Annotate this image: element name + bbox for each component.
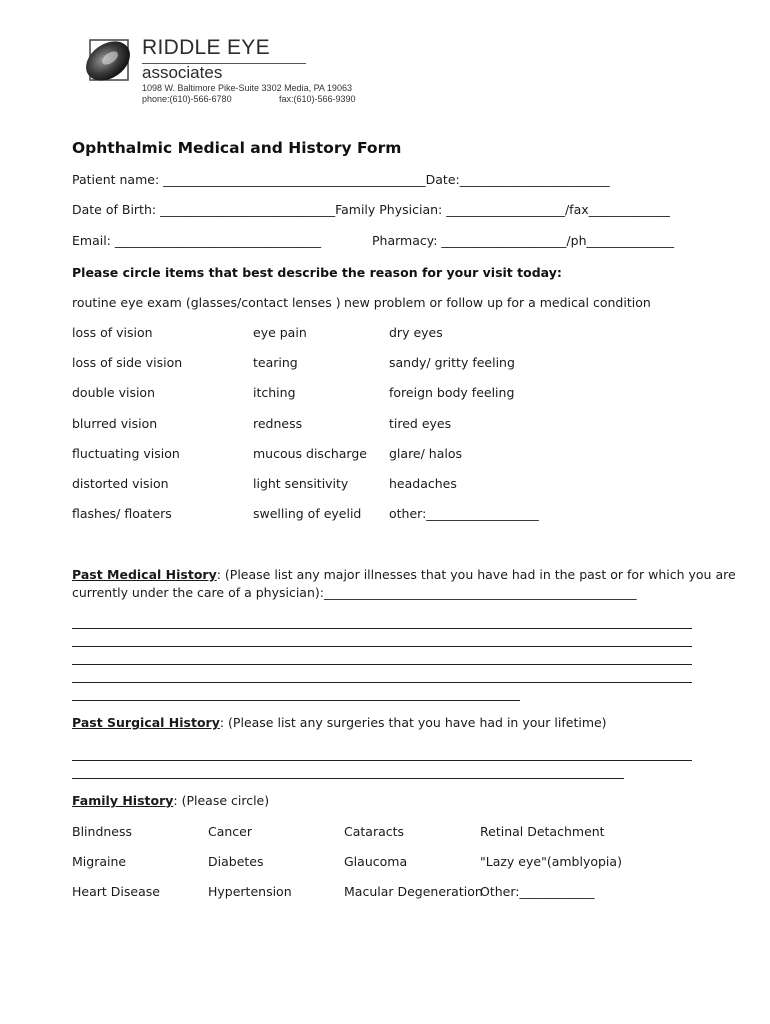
pmh-label: Past Medical History <box>72 567 217 582</box>
family-option[interactable]: Blindness <box>72 824 133 839</box>
psh-label: Past Surgical History <box>72 715 220 730</box>
symptom-option[interactable]: tired eyes <box>389 416 452 431</box>
phone: phone:(610)-566-6780 <box>142 94 232 104</box>
pmh-answer-line[interactable] <box>72 682 692 683</box>
dob-physician-field[interactable]: Date of Birth: ____________________________Family Physician: ___________________/fax_____________ <box>72 202 670 217</box>
symptom-option[interactable]: glare/ halos <box>389 446 463 461</box>
symptom-option[interactable]: light sensitivity <box>253 476 349 491</box>
eye-logo-icon <box>80 36 138 86</box>
symptom-option[interactable]: dry eyes <box>389 325 443 340</box>
pmh-instructions: : (Please list any major illnesses that you have had in the past or for which you are <box>216 567 736 582</box>
family-option[interactable]: Retinal Detachment <box>480 824 605 839</box>
family-option[interactable]: Glaucoma <box>344 854 408 869</box>
symptom-option[interactable]: headaches <box>389 476 457 491</box>
email-field[interactable]: Email: _________________________________ <box>72 233 322 248</box>
symptom-option[interactable]: mucous discharge <box>253 446 367 461</box>
symptom-option[interactable]: distorted vision <box>72 476 169 491</box>
psh-answer-line[interactable] <box>72 760 692 761</box>
family-option[interactable]: "Lazy eye"(amblyopia) <box>480 854 622 869</box>
symptom-option[interactable]: tearing <box>253 355 298 370</box>
family-option[interactable]: Cataracts <box>344 824 405 839</box>
reason-heading: Please circle items that best describe the reason for your visit today: <box>72 265 562 280</box>
symptom-option[interactable]: swelling of eyelid <box>253 506 362 521</box>
symptom-option[interactable]: itching <box>253 385 296 400</box>
family-option[interactable]: Heart Disease <box>72 884 160 899</box>
family-option[interactable]: Hypertension <box>208 884 292 899</box>
pmh-field-line1[interactable]: currently under the care of a physician):__________________________________________________ <box>72 585 637 600</box>
symptom-option[interactable]: flashes/ floaters <box>72 506 172 521</box>
symptom-option[interactable]: loss of side vision <box>72 355 183 370</box>
symptom-option[interactable]: foreign body feeling <box>389 385 515 400</box>
brand-name: RIDDLE EYE <box>142 36 270 59</box>
patient-name-field[interactable]: Patient name: __________________________________________Date:________________________ <box>72 172 610 187</box>
letterhead <box>80 36 370 111</box>
psh-answer-line[interactable] <box>72 778 624 779</box>
symptom-option[interactable]: double vision <box>72 385 156 400</box>
option-routine[interactable]: routine eye exam (glasses/contact lenses ) <box>72 295 341 310</box>
pmh-answer-line[interactable] <box>72 646 692 647</box>
pmh-answer-line[interactable] <box>72 628 692 629</box>
symptom-option[interactable]: redness <box>253 416 303 431</box>
family-option[interactable]: Macular Degeneration <box>344 884 483 899</box>
pmh-heading <box>72 567 736 582</box>
fh-instructions: : (Please circle) <box>173 793 270 808</box>
symptom-option[interactable]: eye pain <box>253 325 307 340</box>
family-option[interactable]: Migraine <box>72 854 127 869</box>
symptom-option[interactable]: loss of vision <box>72 325 153 340</box>
address: 1098 W. Baltimore Pike-Suite 3302 Media, PA 19063 <box>142 83 352 93</box>
symptom-option[interactable]: blurred vision <box>72 416 158 431</box>
symptom-option[interactable]: other:__________________ <box>389 506 539 521</box>
family-option[interactable]: Cancer <box>208 824 253 839</box>
symptom-option[interactable]: sandy/ gritty feeling <box>389 355 515 370</box>
form-title: Ophthalmic Medical and History Form <box>72 139 402 157</box>
fax: fax:(610)-566-9390 <box>279 94 356 104</box>
pharmacy-field[interactable]: Pharmacy: ____________________/ph______________ <box>372 233 674 248</box>
pmh-answer-line[interactable] <box>72 664 692 665</box>
psh-heading <box>72 715 607 730</box>
family-option[interactable]: Diabetes <box>208 854 264 869</box>
fh-label: Family History <box>72 793 174 808</box>
psh-instructions: : (Please list any surgeries that you have had in your lifetime) <box>219 715 607 730</box>
symptom-option[interactable]: fluctuating vision <box>72 446 180 461</box>
option-new-problem[interactable]: new problem or follow up for a medical condition <box>344 295 651 310</box>
fh-heading <box>72 793 269 808</box>
family-option[interactable]: Other:____________ <box>480 884 595 899</box>
pmh-answer-line[interactable] <box>72 700 520 701</box>
brand-subtitle: associates <box>142 63 223 82</box>
